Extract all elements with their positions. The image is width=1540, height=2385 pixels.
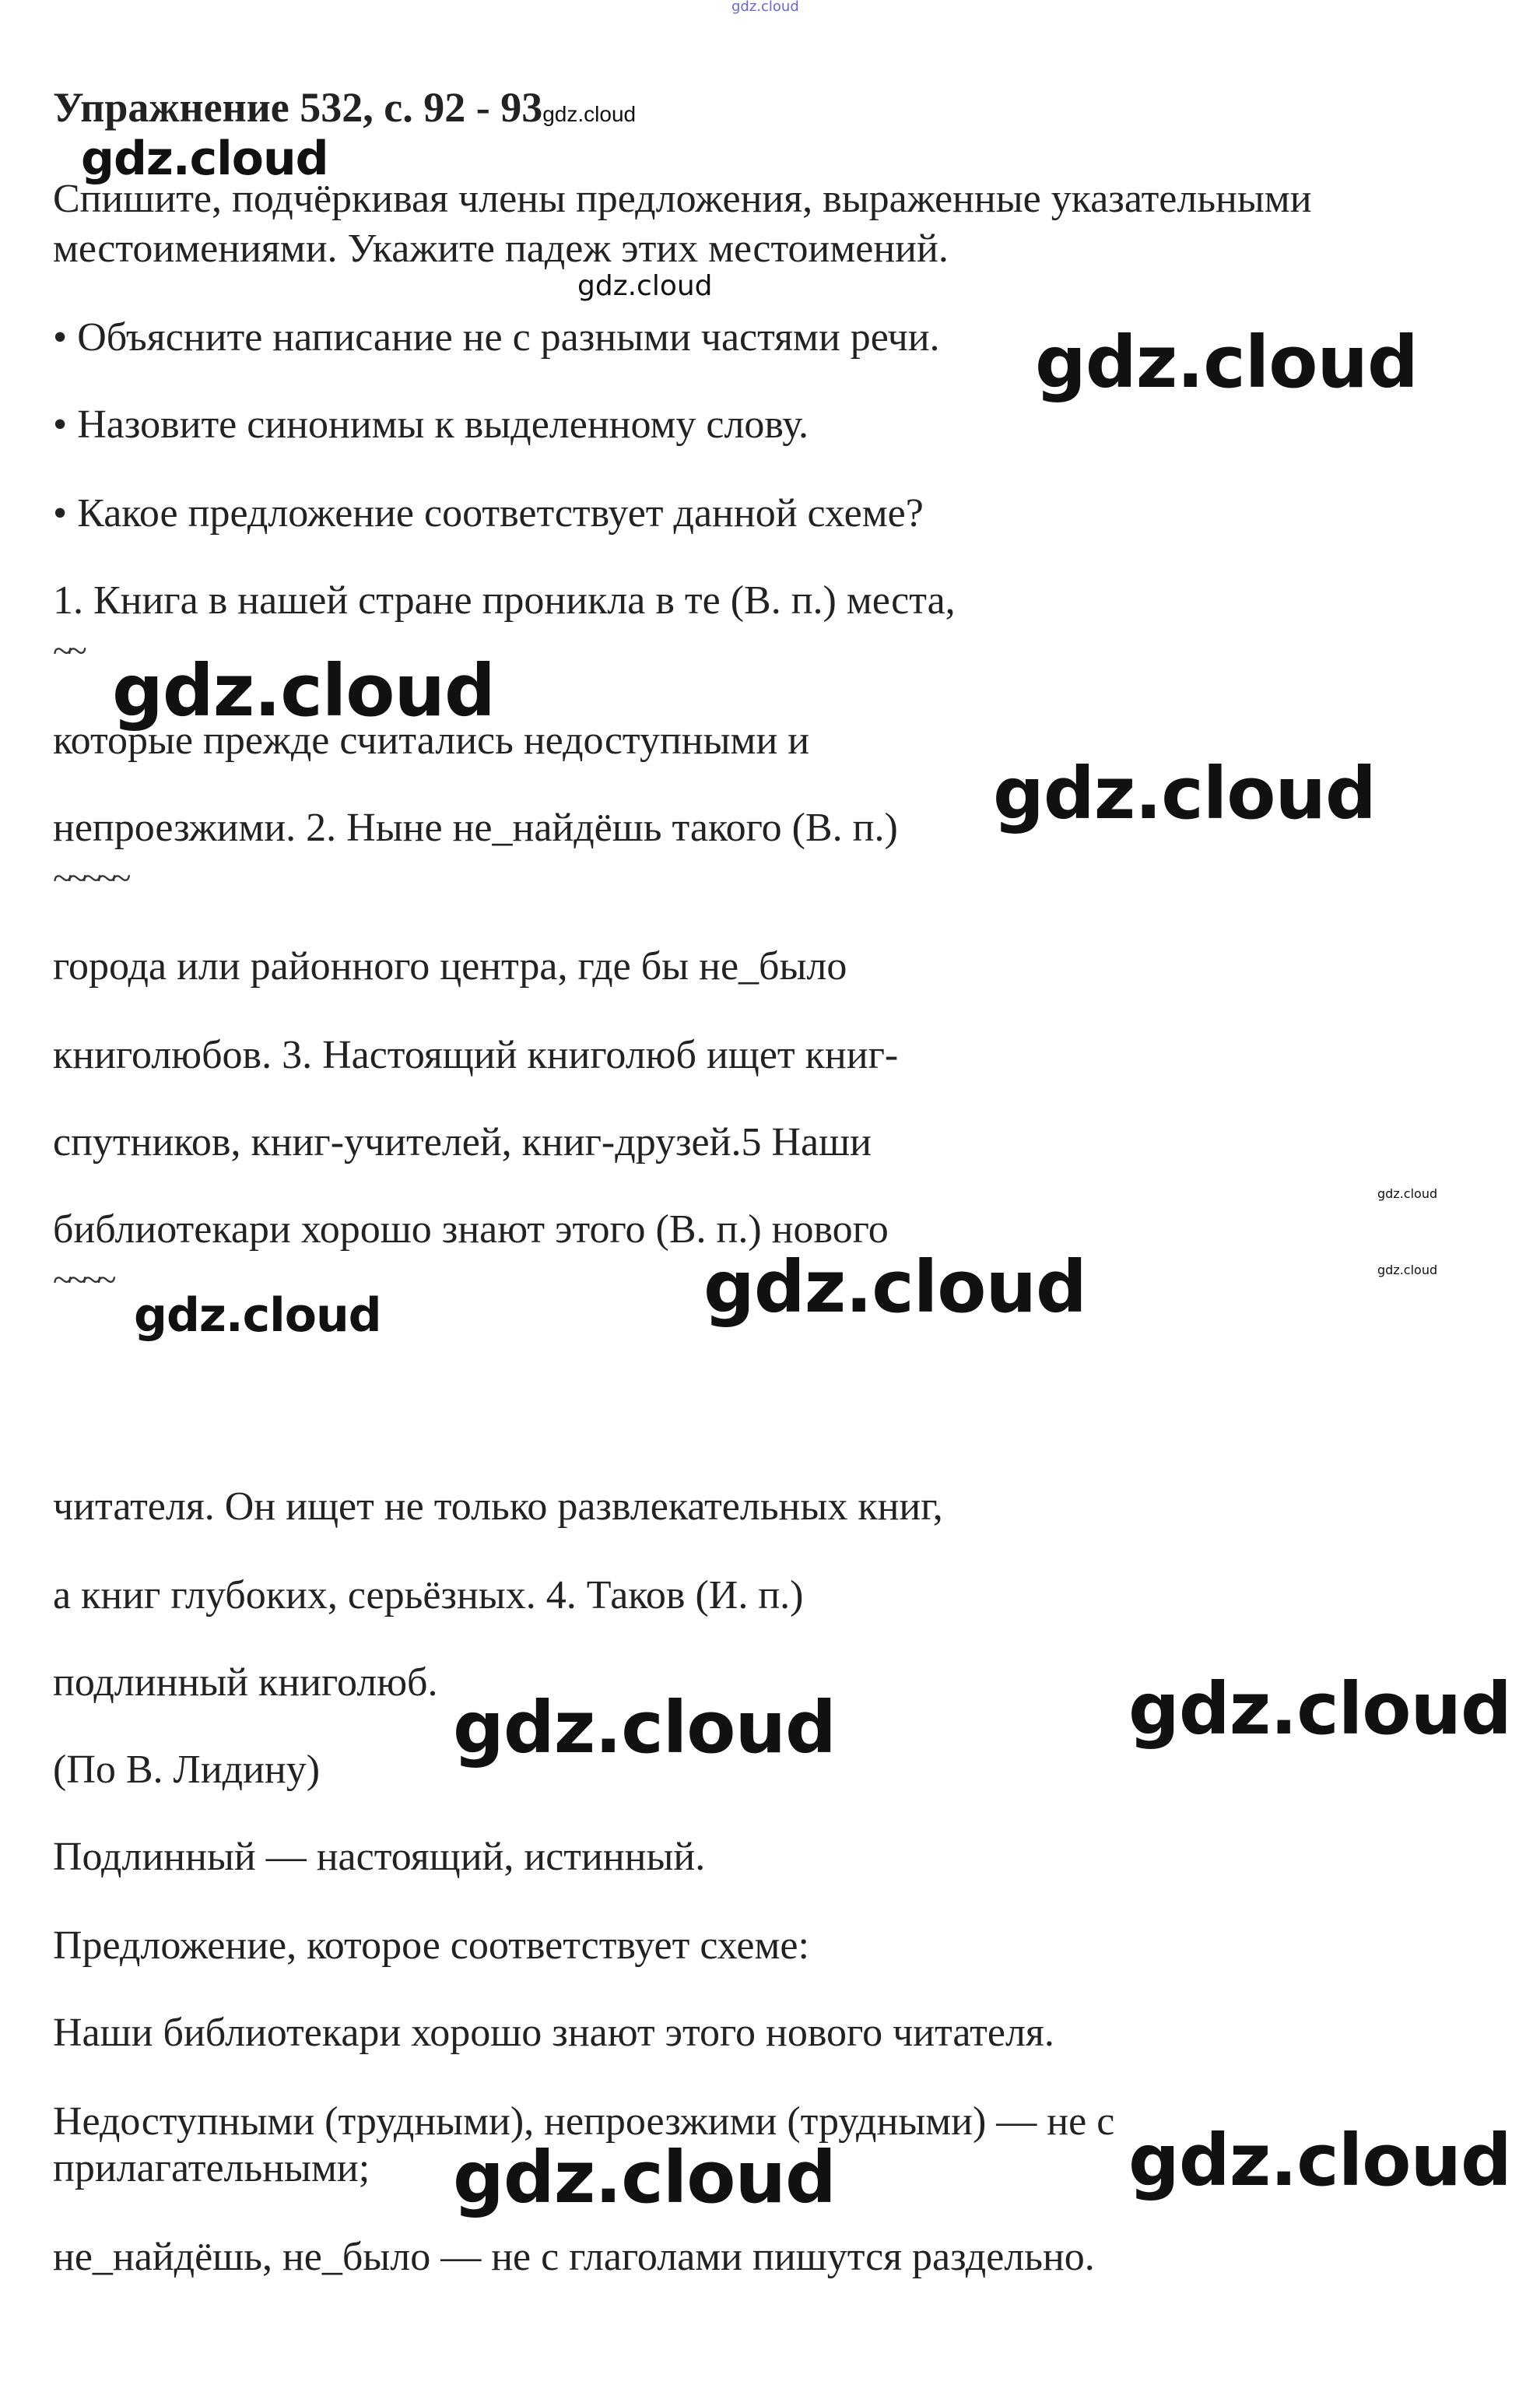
watermark-logo: gdz.cloud: [1377, 1263, 1438, 1277]
watermark-logo: gdz.cloud: [1128, 2119, 1511, 2202]
watermark-logo: gdz.cloud: [112, 649, 495, 732]
text-line: которые прежде считались недоступными и: [53, 718, 810, 763]
wavy-underline-mark: ~~: [53, 630, 82, 670]
answer-line: Наши библиотекари хорошо знают этого нового читателя.: [53, 2011, 1054, 2055]
answer-line: Подлинный — настоящий, истинный.: [53, 1835, 706, 1879]
watermark-logo: gdz.cloud: [993, 752, 1376, 835]
text-line: книголюбов. 3. Настоящий книголюб ищет книг-: [53, 1033, 899, 1077]
text-line: города или районного центра, где бы не_было: [53, 944, 847, 989]
watermark-logo: gdz.cloud: [1035, 321, 1418, 404]
text-line: а книг глубоких, серьёзных. 4. Таков (И. п.): [53, 1573, 804, 1618]
answer-line: Недоступными (трудными), непроезжими (трудными) — не с: [53, 2099, 1115, 2144]
source-attribution: (По В. Лидину): [53, 1747, 321, 1792]
exercise-title: [53, 84, 636, 138]
title-watermark: gdz.cloud: [542, 102, 637, 126]
watermark-logo: gdz.cloud: [453, 1686, 836, 1769]
task-line: местоимениями. Укажите падеж этих местоимений.: [53, 227, 949, 271]
wavy-underline-mark: ~~~~: [53, 1259, 112, 1299]
watermark-logo: gdz.cloud: [134, 1288, 381, 1343]
answer-line: не_найдёшь, не_было — не с глаголами пишутся раздельно.: [53, 2235, 1095, 2279]
exercise-title-text: Упражнение 532, с. 92 - 93: [53, 84, 543, 131]
text-line: читателя. Он ищет не только развлекательных книг,: [53, 1484, 943, 1529]
task-bullet: • Какое предложение соответствует данной схеме?: [53, 491, 924, 536]
text-line: подлинный книголюб.: [53, 1660, 438, 1705]
text-line: спутников, книг-учителей, книг-друзей.5 Наши: [53, 1120, 872, 1164]
answer-line: Предложение, которое соответствует схеме:: [53, 1923, 809, 1968]
watermark-logo: gdz.cloud: [577, 270, 713, 302]
watermark-logo: gdz.cloud: [703, 1245, 1086, 1329]
watermark-logo: gdz.cloud: [1128, 1667, 1511, 1751]
text-line: 1. Книга в нашей стране проникла в те (В. п.) места,: [53, 578, 956, 623]
wavy-underline-mark: ~~~~~: [53, 858, 127, 897]
text-line: непроезжими. 2. Ныне не_найдёшь такого (В. п.): [53, 806, 898, 850]
task-line: Спишите, подчёркивая члены предложения, выраженные указательными: [53, 177, 1312, 221]
text-line: библиотекари хорошо знают этого (В. п.) нового: [53, 1207, 889, 1252]
watermark-logo: gdz.cloud: [453, 2136, 836, 2219]
task-bullet: • Объясните написание не с разными частями речи.: [53, 315, 940, 360]
answer-line: прилагательными;: [53, 2146, 370, 2190]
watermark-logo: gdz.cloud: [731, 0, 799, 15]
task-bullet: • Назовите синонимы к выделенному слову.: [53, 402, 809, 447]
watermark-logo: gdz.cloud: [81, 132, 328, 186]
watermark-logo: gdz.cloud: [1377, 1186, 1438, 1201]
